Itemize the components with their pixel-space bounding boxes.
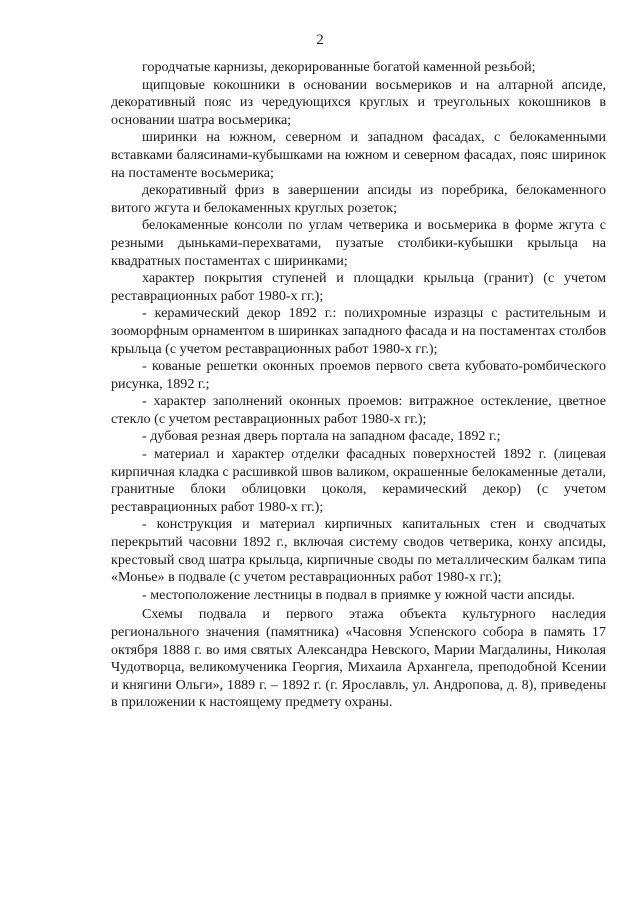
paragraph-shirinki: ширинки на южном, северном и западном фасадах, с белокаменными вставками балясинами-кубышками на южном и северном фасадах, пояс ширинок на постаменте восьмерика;: [111, 129, 606, 181]
body-text: [111, 59, 606, 712]
paragraph-basement-stairs: - местоположение лестницы в подвал в приямке у южной части апсиды.: [142, 586, 575, 603]
paragraph-kokoshniks: щипцовые кокошники в основании восьмериков и на алтарной апсиде, декоративный пояс из чередующихся круглых и треугольных кокошников в основании шатра восьмерика;: [111, 76, 606, 128]
paragraph-walls-vaults: - конструкция и материал кирпичных капитальных стен и сводчатых перекрытий часовни 1892 г., включая систему сводов четверика, конху апсиды, крестовый свод шатра крыльца, кирпичные своды по металлическим балкам типа «Монье» в подвале (с учетом реставрационных работ 1980-х гг.);: [111, 516, 606, 586]
paragraph-porch-steps: характер покрытия ступеней и площадки крыльца (гранит) (с учетом реставрационных работ 1980-х гг.);: [111, 270, 606, 304]
paragraph-ceramic-decor: - керамический декор 1892 г.: полихромные изразцы с растительным и зооморфным орнаментом в ширинках западного фасада и на постаментах столбов крыльца (с учетом реставрационных работ 1980-х гг.);: [111, 305, 606, 357]
paragraph-window-grilles: - кованые решетки оконных проемов первого света кубовато-ромбического рисунка, 1892 г.;: [111, 358, 606, 392]
paragraph-facade-finish: - материал и характер отделки фасадных поверхностей 1892 г. (лицевая кирпичная кладка с расшивкой швов валиком, окрашенные белокаменные детали, гранитные блоки облицовки цоколя, керамический декор) (с учетом реставрационных работ 1980-х гг.);: [111, 446, 606, 515]
paragraph-frieze: декоративный фриз в завершении апсиды из поребрика, белокаменного витого жгута и белокаменных круглых розеток;: [111, 182, 606, 216]
page-number: 2: [316, 32, 324, 48]
paragraph-cornices: городчатые карнизы, декорированные богатой каменной резьбой;: [142, 59, 536, 75]
paragraph-window-glazing: - характер заполнений оконных проемов: витражное остекление, цветное стекло (с учетом реставрационных работ 1980-х гг.);: [111, 393, 606, 427]
paragraph-oak-door: - дубовая резная дверь портала на западном фасаде, 1892 г.;: [142, 428, 501, 445]
paragraph-schemes-note: Схемы подвала и первого этажа объекта культурного наследия регионального значения (памятника) «Часовня Успенского собора в память 17 октября 1888 г. во имя святых Александра Невского, Марии Магдалины, Николая Чудотворца, великомученика Георгия, Михаила Архангела, преподобной Ксении и княгини Ольги», 1889 г. – 1892 г. (г. Ярославль, ул. Андропова, д. 8), приведены в приложении к настоящему предмету охраны.: [111, 606, 606, 711]
paragraph-consoles: белокаменные консоли по углам четверика и восьмерика в форме жгута с резными дыньками-перехватами, пузатые столбики-кубышки крыльца на квадратных постаментах с ширинками;: [111, 217, 606, 269]
